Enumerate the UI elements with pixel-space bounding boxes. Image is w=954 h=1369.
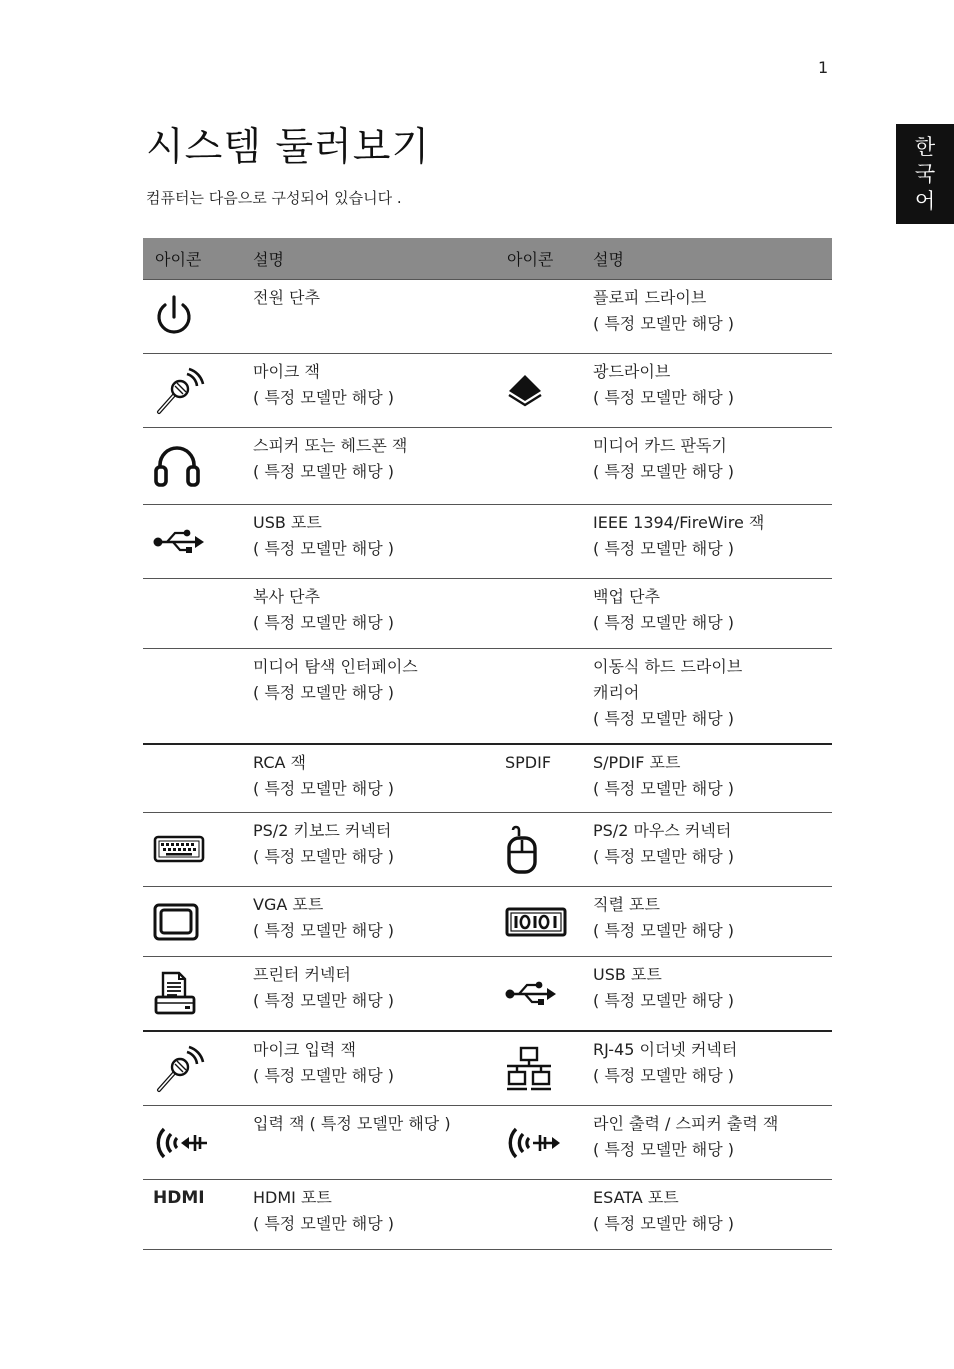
- description-line: ( 특정 모델만 해당 ): [253, 462, 395, 481]
- description-cell: [245, 579, 495, 649]
- optical-drive-icon: [505, 371, 545, 411]
- table-row: [143, 354, 832, 428]
- description-line: USB 포트: [253, 513, 322, 532]
- serial-port-icon: [505, 906, 567, 938]
- description-line: 마이크 입력 잭: [253, 1040, 356, 1059]
- description-line: 이동식 하드 드라이브: [593, 657, 743, 676]
- description-cell: [585, 649, 832, 744]
- table-row: [143, 813, 832, 887]
- page-number: 1: [818, 58, 829, 77]
- language-tab-char: 어: [914, 188, 936, 213]
- spdif-label-icon: SPDIF: [505, 752, 552, 772]
- description-line: RJ-45 이더넷 커넥터: [593, 1040, 738, 1059]
- icon-cell: [143, 579, 245, 649]
- language-tab-char: 한: [914, 134, 936, 159]
- icon-cell: [495, 813, 585, 887]
- header-icon: 아이콘: [495, 238, 585, 280]
- monitor-icon: [153, 903, 199, 941]
- description-line: ( 특정 모델만 해당 ): [253, 921, 395, 940]
- description-cell: [585, 744, 832, 813]
- icon-cell: [143, 1031, 245, 1106]
- audio-out-icon: [505, 1123, 561, 1163]
- icon-cell: [143, 1180, 245, 1250]
- description-line: 플로피 드라이브: [593, 288, 707, 307]
- usb-icon: [153, 528, 205, 556]
- description-line: 캐리어: [593, 683, 640, 702]
- icon-cell: [143, 813, 245, 887]
- description-line: 직렬 포트: [593, 895, 660, 914]
- header-description: 설명: [245, 238, 495, 280]
- description-cell: [245, 1031, 495, 1106]
- description-cell: [245, 744, 495, 813]
- icon-table: [143, 238, 832, 1250]
- description-cell: [585, 428, 832, 505]
- description-line: ( 특정 모델만 해당 ): [253, 613, 395, 632]
- keyboard-icon: [153, 835, 205, 865]
- icon-cell: [143, 957, 245, 1032]
- power-icon: [153, 293, 195, 341]
- icon-cell: [495, 957, 585, 1032]
- icon-cell: [495, 428, 585, 505]
- description-line: 스피커 또는 헤드폰 잭: [253, 436, 408, 455]
- description-line: ( 특정 모델만 해당 ): [593, 1066, 735, 1085]
- description-line: ( 특정 모델만 해당 ): [593, 314, 735, 333]
- description-cell: [585, 887, 832, 957]
- description-line: ( 특정 모델만 해당 ): [593, 539, 735, 558]
- icon-cell: [495, 1180, 585, 1250]
- description-line: ( 특정 모델만 해당 ): [253, 847, 395, 866]
- description-line: ( 특정 모델만 해당 ): [593, 462, 735, 481]
- description-cell: [245, 887, 495, 957]
- description-cell: [585, 1180, 832, 1250]
- description-line: 전원 단추: [253, 288, 320, 307]
- description-line: 입력 잭 ( 특정 모델만 해당 ): [253, 1114, 451, 1133]
- printer-icon: [153, 971, 197, 1017]
- description-cell: [245, 957, 495, 1032]
- icon-cell: [143, 428, 245, 505]
- description-line: HDMI 포트: [253, 1188, 332, 1207]
- table-row: [143, 505, 832, 579]
- description-cell: [585, 1106, 832, 1180]
- description-cell: [245, 813, 495, 887]
- description-line: ( 특정 모델만 해당 ): [593, 709, 735, 728]
- description-cell: [585, 1031, 832, 1106]
- description-line: ( 특정 모델만 해당 ): [593, 1140, 735, 1159]
- headphones-icon: [153, 443, 201, 489]
- description-line: ( 특정 모델만 해당 ): [593, 778, 735, 798]
- icon-cell: [495, 649, 585, 744]
- description-line: 복사 단추: [253, 587, 320, 606]
- icon-cell: [143, 280, 245, 354]
- description-cell: [245, 1180, 495, 1250]
- usb-icon: [505, 980, 557, 1008]
- description-line: 마이크 잭: [253, 362, 320, 381]
- description-line: 프린터 커넥터: [253, 965, 351, 984]
- description-line: ( 특정 모델만 해당 ): [593, 921, 735, 940]
- icon-cell: [495, 505, 585, 579]
- microphone-icon: [153, 366, 205, 416]
- icon-cell: [495, 579, 585, 649]
- language-tab-char: 국: [914, 161, 936, 186]
- description-line: RCA 잭: [253, 752, 306, 772]
- description-line: ( 특정 모델만 해당 ): [253, 388, 395, 407]
- description-cell: [245, 428, 495, 505]
- icon-cell: [495, 1106, 585, 1180]
- description-line: ( 특정 모델만 해당 ): [593, 613, 735, 632]
- table-row: [143, 280, 832, 354]
- icon-cell: [495, 280, 585, 354]
- description-line: 미디어 탐색 인터페이스: [253, 657, 418, 676]
- hdmi-label-icon: HDMI: [153, 1188, 205, 1208]
- icon-cell: [143, 505, 245, 579]
- icon-cell: [143, 354, 245, 428]
- icon-cell: [143, 649, 245, 744]
- description-cell: [245, 280, 495, 354]
- icon-cell: [143, 744, 245, 813]
- description-line: ( 특정 모델만 해당 ): [593, 991, 735, 1010]
- audio-in-icon: [153, 1123, 209, 1163]
- description-line: ( 특정 모델만 해당 ): [253, 991, 395, 1010]
- description-line: S/PDIF 포트: [593, 752, 681, 772]
- description-cell: [245, 505, 495, 579]
- intro-text: 컴퓨터는 다음으로 구성되어 있습니다 .: [146, 189, 402, 207]
- page-title: 시스템 둘러보기: [146, 125, 431, 170]
- header-description: 설명: [585, 238, 832, 280]
- description-cell: [245, 1106, 495, 1180]
- network-icon: [505, 1046, 553, 1092]
- icon-cell: [495, 744, 585, 813]
- table-row: [143, 1180, 832, 1250]
- table-row: [143, 1031, 832, 1106]
- description-line: ESATA 포트: [593, 1188, 679, 1207]
- description-line: USB 포트: [593, 965, 662, 984]
- mouse-icon: [505, 824, 539, 876]
- description-line: ( 특정 모델만 해당 ): [593, 388, 735, 407]
- table-row: [143, 957, 832, 1032]
- description-line: PS/2 마우스 커넥터: [593, 821, 732, 840]
- description-line: IEEE 1394/FireWire 잭: [593, 513, 765, 532]
- table-row: [143, 744, 832, 813]
- description-cell: [245, 649, 495, 744]
- language-tab: [896, 124, 954, 224]
- table-row: [143, 579, 832, 649]
- description-line: PS/2 키보드 커넥터: [253, 821, 392, 840]
- description-line: VGA 포트: [253, 895, 324, 914]
- description-cell: [585, 354, 832, 428]
- description-line: ( 특정 모델만 해당 ): [253, 683, 395, 702]
- description-cell: [585, 813, 832, 887]
- description-line: ( 특정 모델만 해당 ): [593, 1214, 735, 1233]
- description-line: ( 특정 모델만 해당 ): [253, 778, 395, 798]
- table-header: [143, 238, 832, 280]
- table-row: [143, 1106, 832, 1180]
- description-cell: [585, 280, 832, 354]
- icon-cell: [495, 354, 585, 428]
- description-line: ( 특정 모델만 해당 ): [253, 539, 395, 558]
- description-line: 백업 단추: [593, 587, 660, 606]
- description-cell: [585, 505, 832, 579]
- description-line: 광드라이브: [593, 362, 671, 381]
- description-line: ( 특정 모델만 해당 ): [253, 1066, 395, 1085]
- description-cell: [585, 957, 832, 1032]
- header-icon: 아이콘: [143, 238, 245, 280]
- icon-cell: [495, 1031, 585, 1106]
- description-cell: [245, 354, 495, 428]
- table-row: [143, 649, 832, 744]
- icon-cell: [143, 1106, 245, 1180]
- description-line: 미디어 카드 판독기: [593, 436, 727, 455]
- table-row: [143, 887, 832, 957]
- description-line: 라인 출력 / 스피커 출력 잭: [593, 1114, 779, 1133]
- description-cell: [585, 579, 832, 649]
- description-line: ( 특정 모델만 해당 ): [253, 1214, 395, 1233]
- table-row: [143, 428, 832, 505]
- microphone-icon: [153, 1044, 205, 1094]
- description-line: ( 특정 모델만 해당 ): [593, 847, 735, 866]
- icon-cell: [143, 887, 245, 957]
- icon-cell: [495, 887, 585, 957]
